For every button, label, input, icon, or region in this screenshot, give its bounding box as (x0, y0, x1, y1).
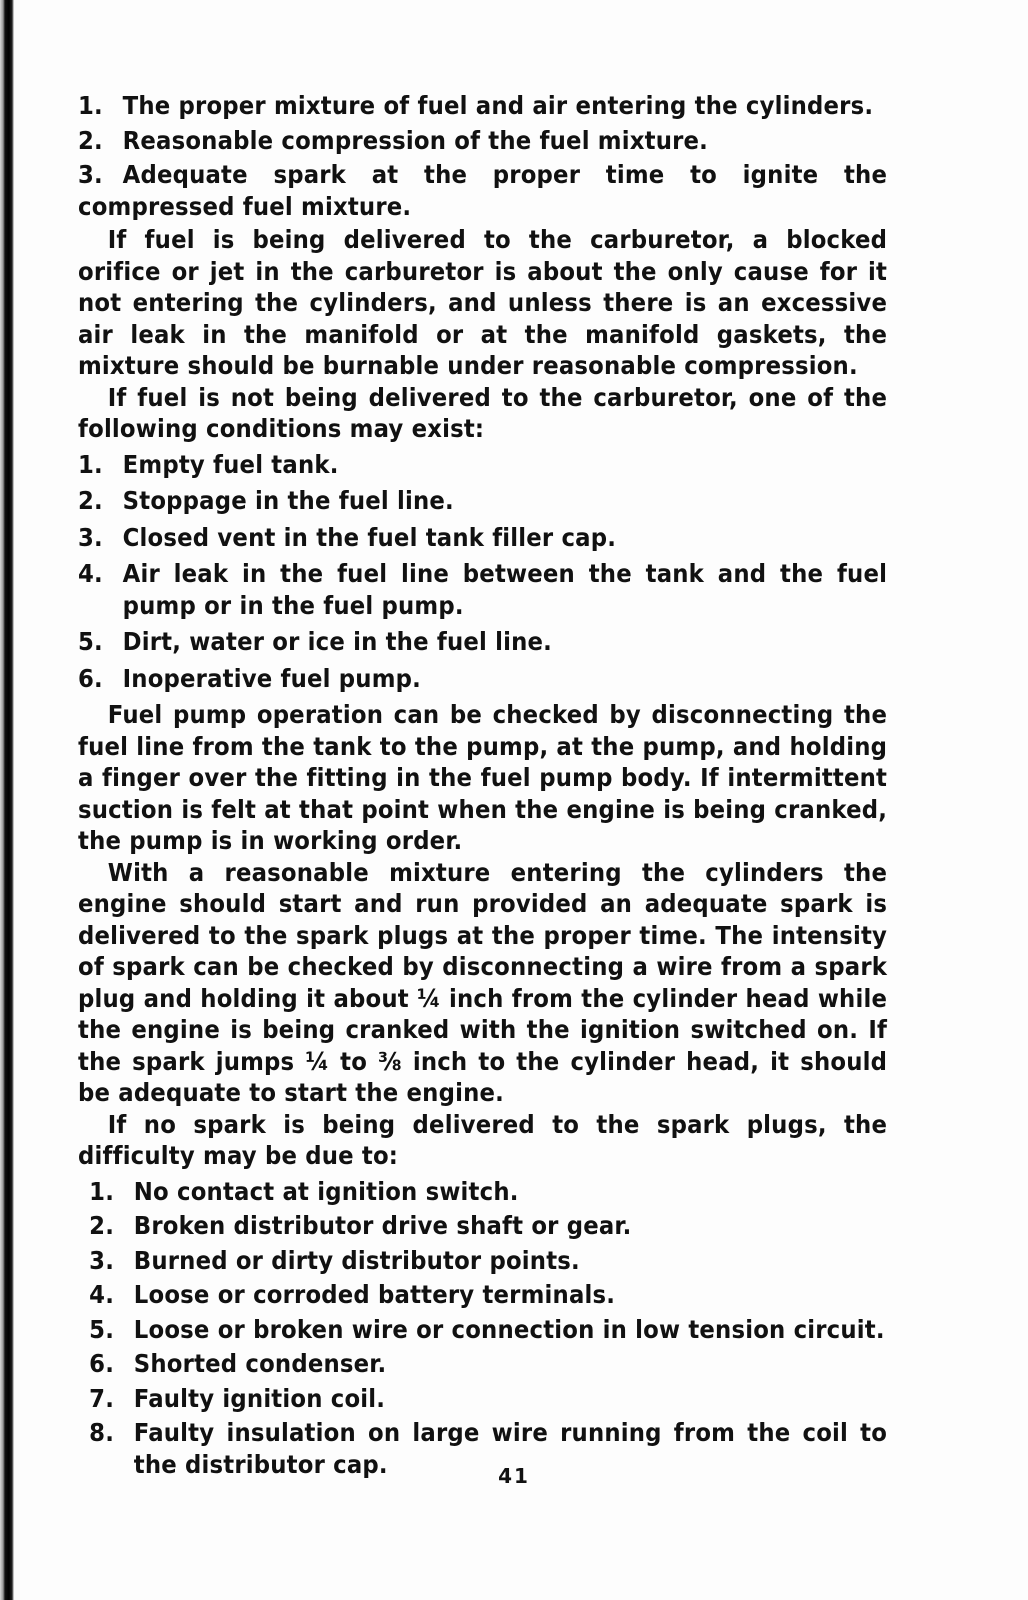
list-item (89, 1383, 887, 1415)
list-number: 8. (89, 1418, 115, 1447)
list-number: 4. (78, 559, 103, 588)
list-text: The proper mixture of fuel and air entering the cylinders. (122, 91, 874, 120)
list-number: 2. (78, 125, 103, 155)
list-text: No contact at ignition switch. (133, 1176, 519, 1206)
list-item (89, 1176, 887, 1208)
list-item (89, 1210, 887, 1242)
list-text: Broken distributor drive shaft or gear. (133, 1211, 632, 1240)
list-item (89, 1348, 887, 1380)
list-item (78, 90, 887, 122)
list-text: Loose or broken wire or connection in low tension circuit. (133, 1314, 885, 1344)
list-text: Empty fuel tank. (122, 449, 339, 479)
list-text: Burned or dirty distributor points. (133, 1245, 580, 1275)
page-body (78, 90, 887, 1483)
list-item (78, 159, 887, 222)
list-number: 3. (78, 522, 103, 552)
list-text: Faulty insulation on large wire running from the coil to the distributor cap. (133, 1418, 888, 1479)
list-number: 3. (89, 1245, 115, 1275)
list-item (78, 522, 887, 554)
list-item (89, 1314, 887, 1346)
page-binding-edge (0, 0, 14, 1600)
list-item (78, 663, 887, 695)
page-number: 41 (498, 1464, 530, 1488)
list-text: Shorted condenser. (133, 1349, 387, 1378)
list-item (89, 1245, 887, 1277)
list-item (78, 626, 887, 658)
list-number: 7. (89, 1383, 115, 1413)
list-text: Loose or corroded battery terminals. (133, 1280, 616, 1309)
list-number: 1. (78, 91, 103, 120)
paragraph-fuel-delivered: If fuel is being delivered to the carburetor, a blocked orifice or jet in the carburetor is about the only cause for it not entering the cylinders, and unless there is an excessive air leak in the manifold or at the manifold gaskets, the mixture should be burnable under reasonable compression. (78, 225, 888, 380)
paragraph-spark-check: With a reasonable mixture entering the cylinders the engine should start and run provided an adequate spark is delivered to the spark plugs at the proper time. The intensity of spark can be checked by disconnecting a wire from a spark plug and holding it about ¼ inch from the cylinder head while the engine is being cranked with the ignition switched on. If the spark jumps ¼ to ⅜ inch to the cylinder head, it should be adequate to start the engine. (78, 857, 888, 1107)
paragraph-fuel-not-delivered: If fuel is not being delivered to the carburetor, one of the following conditions may exist: (78, 382, 888, 443)
list-text: Reasonable compression of the fuel mixture. (122, 125, 709, 155)
list-text: Air leak in the fuel line between the tank and the fuel pump or in the fuel pump. (122, 559, 888, 620)
list-item (78, 449, 887, 481)
list-text: Faulty ignition coil. (133, 1383, 386, 1413)
list-number: 3. (78, 160, 103, 189)
fuel-conditions-list (78, 449, 887, 695)
list-text: Closed vent in the fuel tank filler cap. (122, 522, 617, 552)
list-number: 5. (89, 1314, 115, 1344)
list-number: 6. (78, 663, 103, 693)
list-number: 1. (89, 1176, 115, 1206)
list-text: Adequate spark at the proper time to ignite the compressed fuel mixture. (78, 160, 888, 221)
list-number: 2. (89, 1211, 115, 1240)
paragraph-no-spark: If no spark is being delivered to the spark plugs, the difficulty may be due to: (78, 1109, 888, 1170)
list-text: Stoppage in the fuel line. (122, 486, 454, 515)
requirements-list (78, 90, 887, 222)
list-item (78, 485, 887, 517)
list-number: 6. (89, 1349, 115, 1378)
list-text: Inoperative fuel pump. (122, 663, 421, 693)
list-item (89, 1279, 887, 1311)
paragraph-fuel-pump-check: Fuel pump operation can be checked by disconnecting the fuel line from the tank to the pump, at the pump, and holding a finger over the fitting in the fuel pump body. If intermittent suction is felt at that point when the engine is being cranked, the pump is in working order. (78, 700, 888, 855)
list-item (78, 558, 887, 621)
list-number: 2. (78, 486, 103, 515)
ignition-causes-list (78, 1176, 887, 1481)
list-number: 4. (89, 1280, 115, 1309)
list-item (78, 125, 887, 157)
list-text: Dirt, water or ice in the fuel line. (122, 627, 552, 656)
list-number: 5. (78, 627, 103, 656)
list-number: 1. (78, 449, 103, 479)
